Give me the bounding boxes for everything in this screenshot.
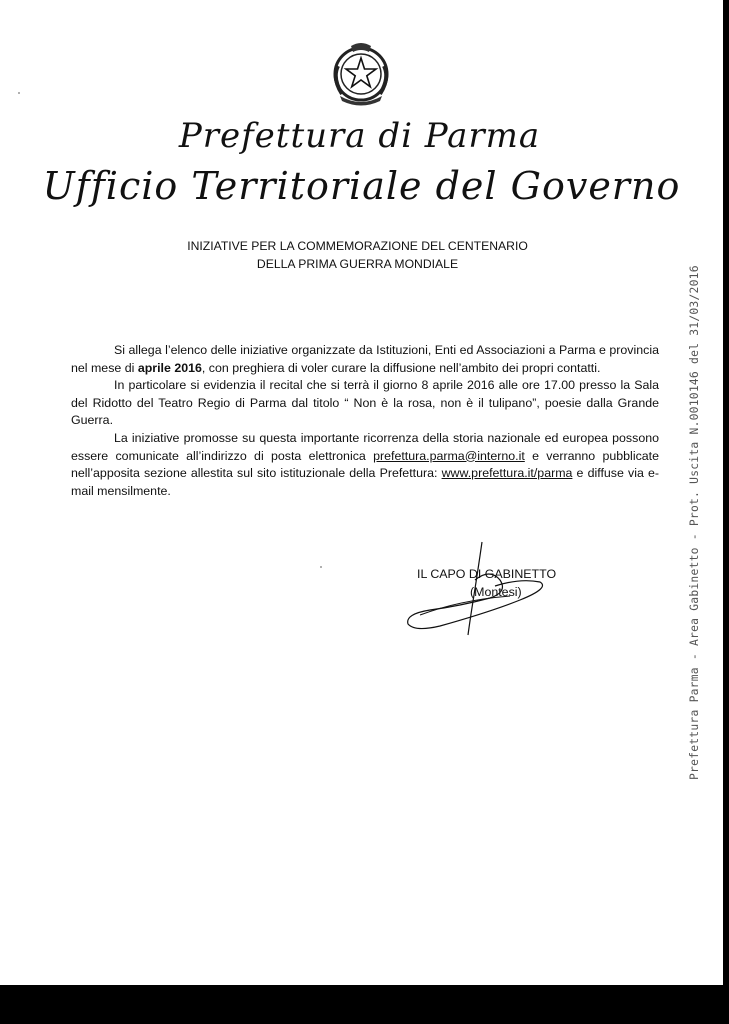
scan-speck	[320, 566, 322, 568]
scan-speck	[18, 92, 20, 94]
email-link[interactable]: prefettura.parma@interno.it	[373, 448, 525, 463]
paragraph-2: In particolare si evidenzia il recital che si terrà il giorno 8 aprile 2016 alle ore 17.00 presso la Sala del Ridotto del Teatro Regio di Parma dal titolo “ Non è la rosa, non è il tulipano”, poesie dalla Grande Guerra.	[71, 378, 659, 428]
website-link[interactable]: www.prefettura.it/parma	[441, 466, 573, 481]
handwritten-signature	[400, 540, 570, 640]
document-title-line1: INIZIATIVE PER LA COMMEMORAZIONE DEL CENTENARIO	[187, 239, 528, 253]
paragraph-1-date-bold: aprile 2016	[137, 360, 202, 375]
signer-name: (Montesi)	[470, 585, 522, 599]
paragraph-3-text-b: e verranno pubblicate nell’apposita sezione allestita sul sito istituzionale della Prefettura:	[71, 448, 659, 481]
office-subtitle: Ufficio Territoriale del Governo	[42, 164, 681, 208]
paragraph-1	[71, 342, 659, 377]
document-title-line2: DELLA PRIMA GUERRA MONDIALE	[256, 257, 459, 271]
paragraph-1-text-b: , con preghiera di voler curare la diffusione nell’ambito dei propri contatti.	[201, 360, 601, 375]
paragraph-3-text-a: La iniziative promosse su questa importante ricorrenza della storia nazionale ed europea possono essere comunicate all’indirizzo di posta elettronica	[71, 430, 659, 463]
signer-role: IL CAPO DI GABINETTO	[417, 567, 557, 581]
office-name: Prefettura di Parma	[178, 116, 541, 156]
paragraph-3-text-c: e diffuse via e-mail mensilmente.	[71, 466, 659, 498]
letter-body	[71, 342, 659, 500]
protocol-stamp-text: Prefettura Parma - Area Gabinetto - Prot. Uscita N.0010146 del 31/03/2016	[688, 265, 701, 780]
protocol-stamp	[688, 240, 710, 780]
republic-emblem-icon	[326, 38, 396, 108]
paragraph-1-text-a: Si allega l’elenco delle iniziative organizzate da Istituzioni, Enti ed Associazioni a Parma e provincia nel mese di	[71, 343, 659, 375]
paragraph-3	[71, 430, 659, 500]
